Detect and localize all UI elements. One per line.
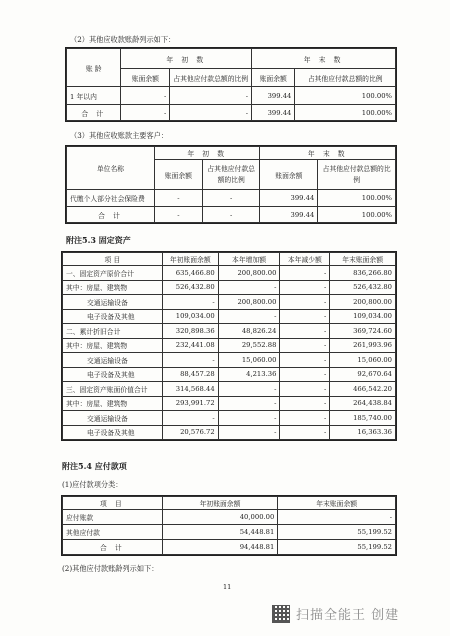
table-row: 其他应付款 54,448.81 55,199.52 (63, 525, 396, 540)
sec1-h-begin: 年 初 数 (121, 49, 252, 69)
sec1-h-bal-b: 账面余额 (121, 69, 170, 87)
scanner-watermark (272, 604, 399, 623)
qr-code-icon (272, 605, 290, 623)
sec1-h-age: 账 龄 (67, 49, 121, 87)
sec4-caption2: (2)其他应付款账龄列示如下： (62, 564, 159, 573)
sec1-h-end: 年 末 数 (252, 49, 396, 69)
table-row: 其中：房屋、建筑物 293,991.72 - - 264,438.84 (63, 396, 396, 411)
table-row: 合 计 - - 399.44 100.00% (67, 105, 396, 121)
sec3-title: 附注5.3 固定资产 (66, 235, 131, 245)
sec4-caption: (1)应付款项分类： (62, 480, 123, 489)
sec2-h-end: 年 末 数 (260, 147, 396, 160)
watermark-text: 扫描全能王 创建 (296, 608, 400, 623)
sec1-h-ratio-b: 占其他应付款总额的比例 (170, 69, 252, 87)
table-row: 交通运输设备 - 15,060.00 - 15,060.00 (63, 353, 396, 368)
sec1-h-ratio-e: 占其他应付款总额的比例 (295, 69, 396, 87)
table-row: 合 计 94,448.81 55,199.52 (63, 540, 396, 555)
sec2-h-begin: 年 初 数 (154, 147, 260, 160)
page-number: 11 (223, 583, 232, 591)
table-row: 应付账款 40,000.00 - (63, 510, 396, 525)
table-row: 一、固定资产原价合计 635,466.80 200,800.00 - 836,266.80 (63, 266, 396, 281)
table-row: 交通运输设备 - 200,800.00 - 200,800.00 (63, 295, 396, 310)
table-row: 交通运输设备 - - - 185,740.00 (63, 411, 396, 426)
table-row: 代缴个人部分社会保险费 - - 399.44 100.00% (67, 190, 396, 207)
sec2-table: 单位名称 年 初 数 年 末 数 账面余额 占其他应付款总额的比例 账面余额 占其他应付款总额的比例 代缴个人部分社会保险费 - - 399.44 100.00% 合 计 - - 399.44 100.00% (66, 146, 396, 223)
fixed-assets-table: 项 目 年初账面余额 本年增加额 本年减少额 年末账面余额 一、固定资产原价合计 635,466.80 200,800.00 - 836,266.80 其中：房屋、建筑物 526,432.80 - - 526,432.80 交通运输设备 - 200,800.00 - 200,800.00 电子设备及其他 109,034.00 - - 109,034.00 二、累计折旧合计 320,898.36 48,826.24 - 369,724.60 其中：房屋、建筑物 232,441.08 29,552.88 - 261,993.96 交通运输设备 - 15,060.00 - 15,060.00 电子设备及其他 88,457.28 4,213.36 - 92,670.64 三、固定资产账面价值合计 314,568.44 - - 466,542.20 其中：房屋、建筑物 293,991.72 - - 264,438.84 交通运输设备 - - - 185,740.00 电子设备及其他 20,576.72 - - 16,363.36 (62, 252, 396, 440)
sec1-h-bal-e: 账面余额 (252, 69, 295, 87)
table-row: 电子设备及其他 20,576.72 - - 16,363.36 (63, 425, 396, 440)
sec1-caption: （2）其他应收款账龄列示如下： (70, 35, 176, 44)
sec4-title: 附注5.4 应付款项 (62, 461, 127, 471)
payables-table: 项 目 年初账面余额 年末账面余额 应付账款 40,000.00 - 其他应付款 54,448.81 55,199.52 合 计 94,448.81 55,199.52 (62, 496, 396, 555)
sec2-caption: （3）其他应收账款主要客户： (70, 131, 169, 140)
table-row: 其中：房屋、建筑物 526,432.80 - - 526,432.80 (63, 280, 396, 295)
table-row: 1 年以内 - - 399.44 100.00% (67, 87, 396, 105)
table-row: 合 计 - - 399.44 100.00% (67, 207, 396, 223)
table-row: 电子设备及其他 88,457.28 4,213.36 - 92,670.64 (63, 367, 396, 382)
table-row: 二、累计折旧合计 320,898.36 48,826.24 - 369,724.60 (63, 324, 396, 339)
sec1-table (66, 48, 396, 121)
table-row: 三、固定资产账面价值合计 314,568.44 - - 466,542.20 (63, 382, 396, 397)
sec2-h-unit: 单位名称 (67, 147, 155, 190)
table-row: 电子设备及其他 109,034.00 - - 109,034.00 (63, 309, 396, 324)
table-row: 其中：房屋、建筑物 232,441.08 29,552.88 - 261,993.96 (63, 338, 396, 353)
